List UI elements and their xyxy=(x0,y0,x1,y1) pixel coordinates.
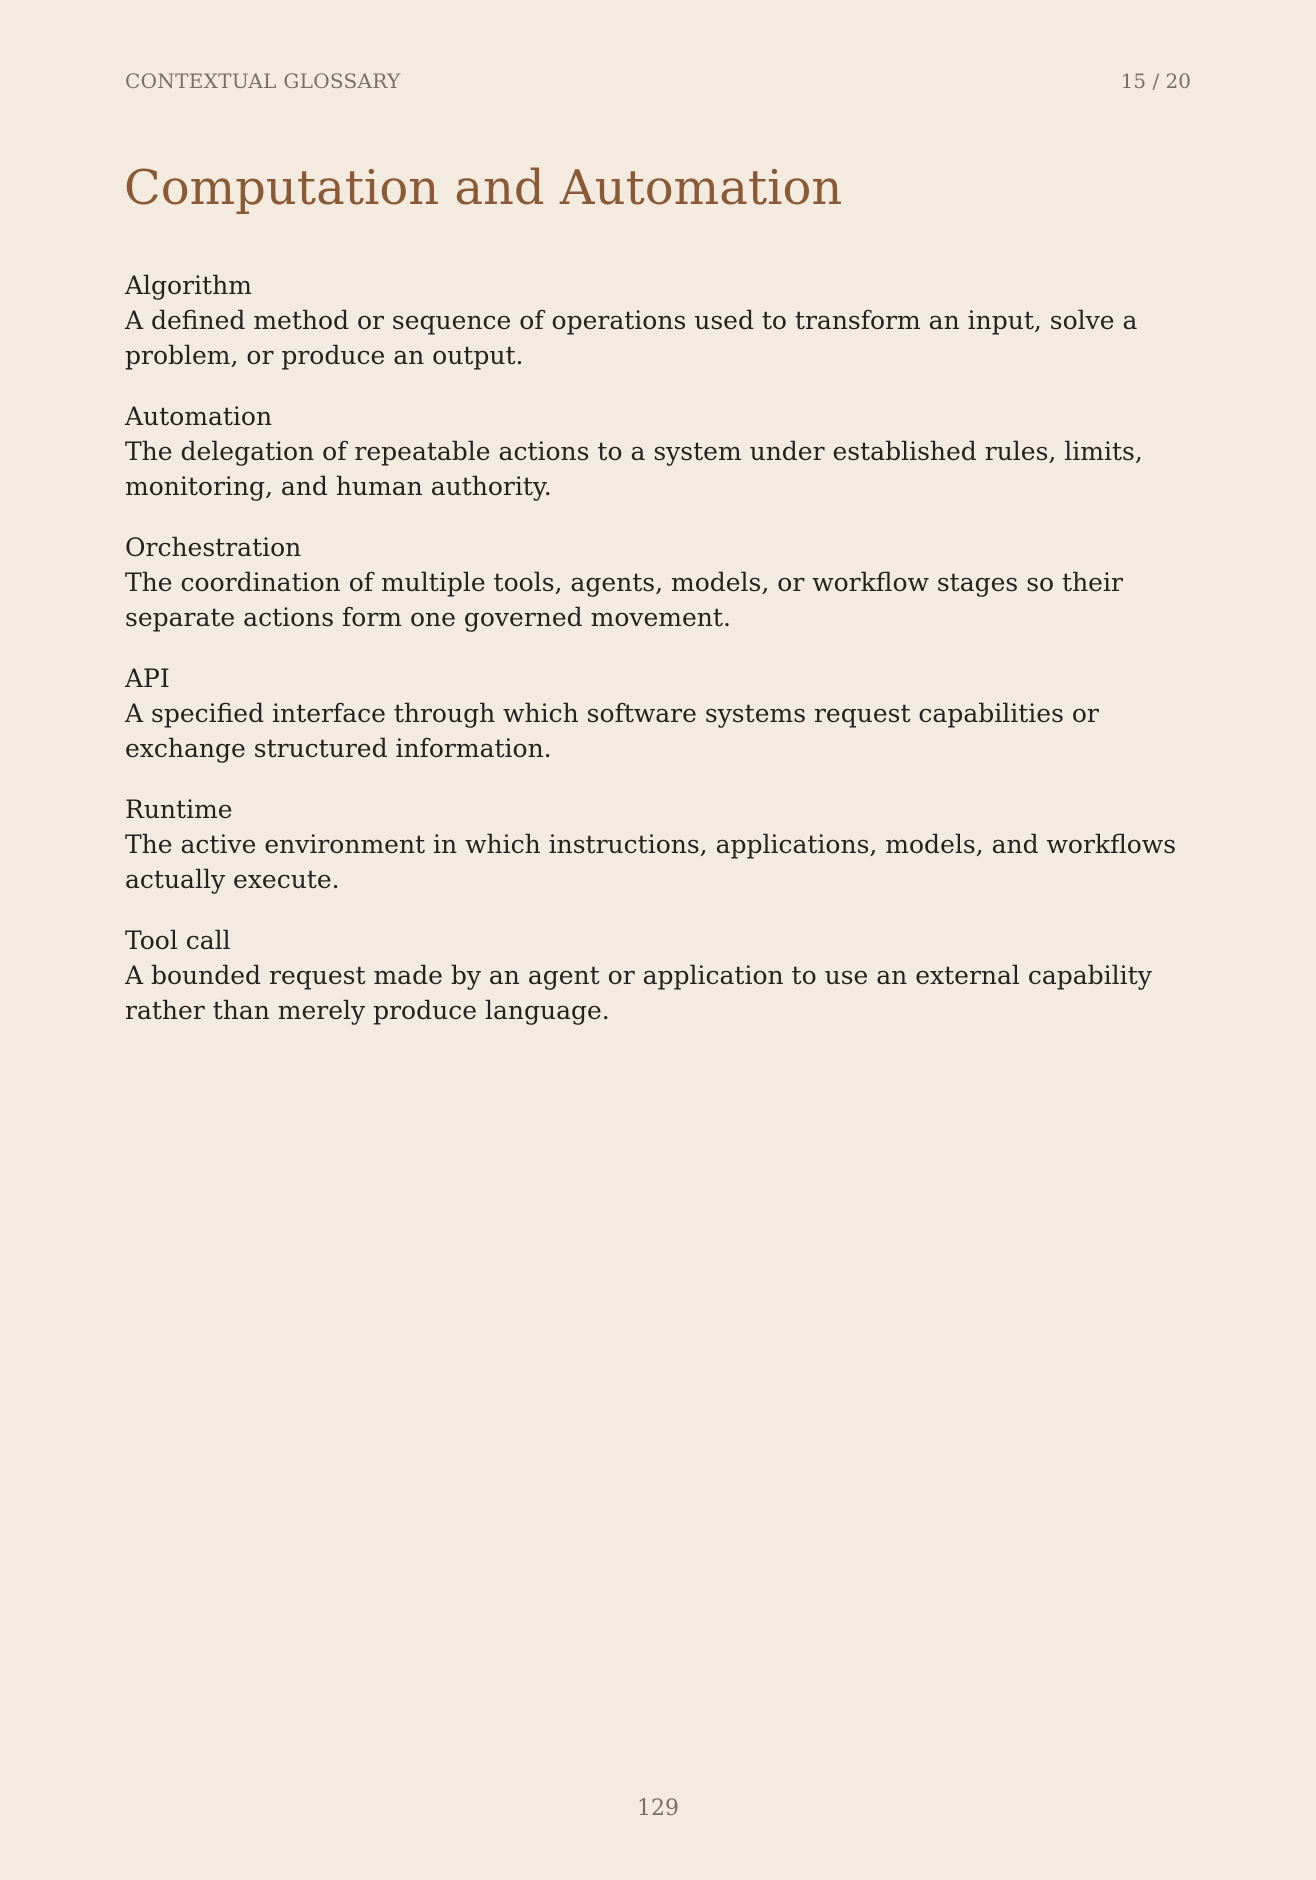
glossary-term: Orchestration xyxy=(125,533,302,562)
glossary-term: Automation xyxy=(125,402,273,431)
glossary-term: API xyxy=(125,664,170,693)
glossary-definition: A bounded request made by an agent or application to use an external capability rather than merely produce language. xyxy=(125,961,1152,1025)
glossary-entry-automation xyxy=(125,399,1195,504)
glossary-term: Tool call xyxy=(125,926,231,955)
glossary-term: Algorithm xyxy=(125,271,252,300)
glossary-definition: A defined method or sequence of operations used to transform an input, solve a problem, or produce an output. xyxy=(125,306,1138,370)
glossary-definition: The active environment in which instructions, applications, models, and workflows actually execute. xyxy=(125,830,1177,894)
page-title: Computation and Automation xyxy=(124,160,843,216)
glossary-entries xyxy=(125,268,1195,1054)
glossary-entry-api xyxy=(125,661,1195,766)
running-header-progress: 15 / 20 xyxy=(1120,69,1191,93)
page-number: 129 xyxy=(637,1796,679,1821)
glossary-entry-tool-call xyxy=(125,923,1195,1028)
glossary-entry-algorithm xyxy=(125,268,1195,373)
running-header-section: CONTEXTUAL GLOSSARY xyxy=(125,69,401,93)
glossary-definition: The coordination of multiple tools, agents, models, or workflow stages so their separate actions form one governed movement. xyxy=(125,568,1123,632)
glossary-entry-runtime xyxy=(125,792,1195,897)
glossary-definition: The delegation of repeatable actions to a system under established rules, limits, monitoring, and human authority. xyxy=(125,437,1143,501)
glossary-entry-orchestration xyxy=(125,530,1195,635)
glossary-term: Runtime xyxy=(125,795,233,824)
glossary-definition: A specified interface through which software systems request capabilities or exchange structured information. xyxy=(125,699,1099,763)
